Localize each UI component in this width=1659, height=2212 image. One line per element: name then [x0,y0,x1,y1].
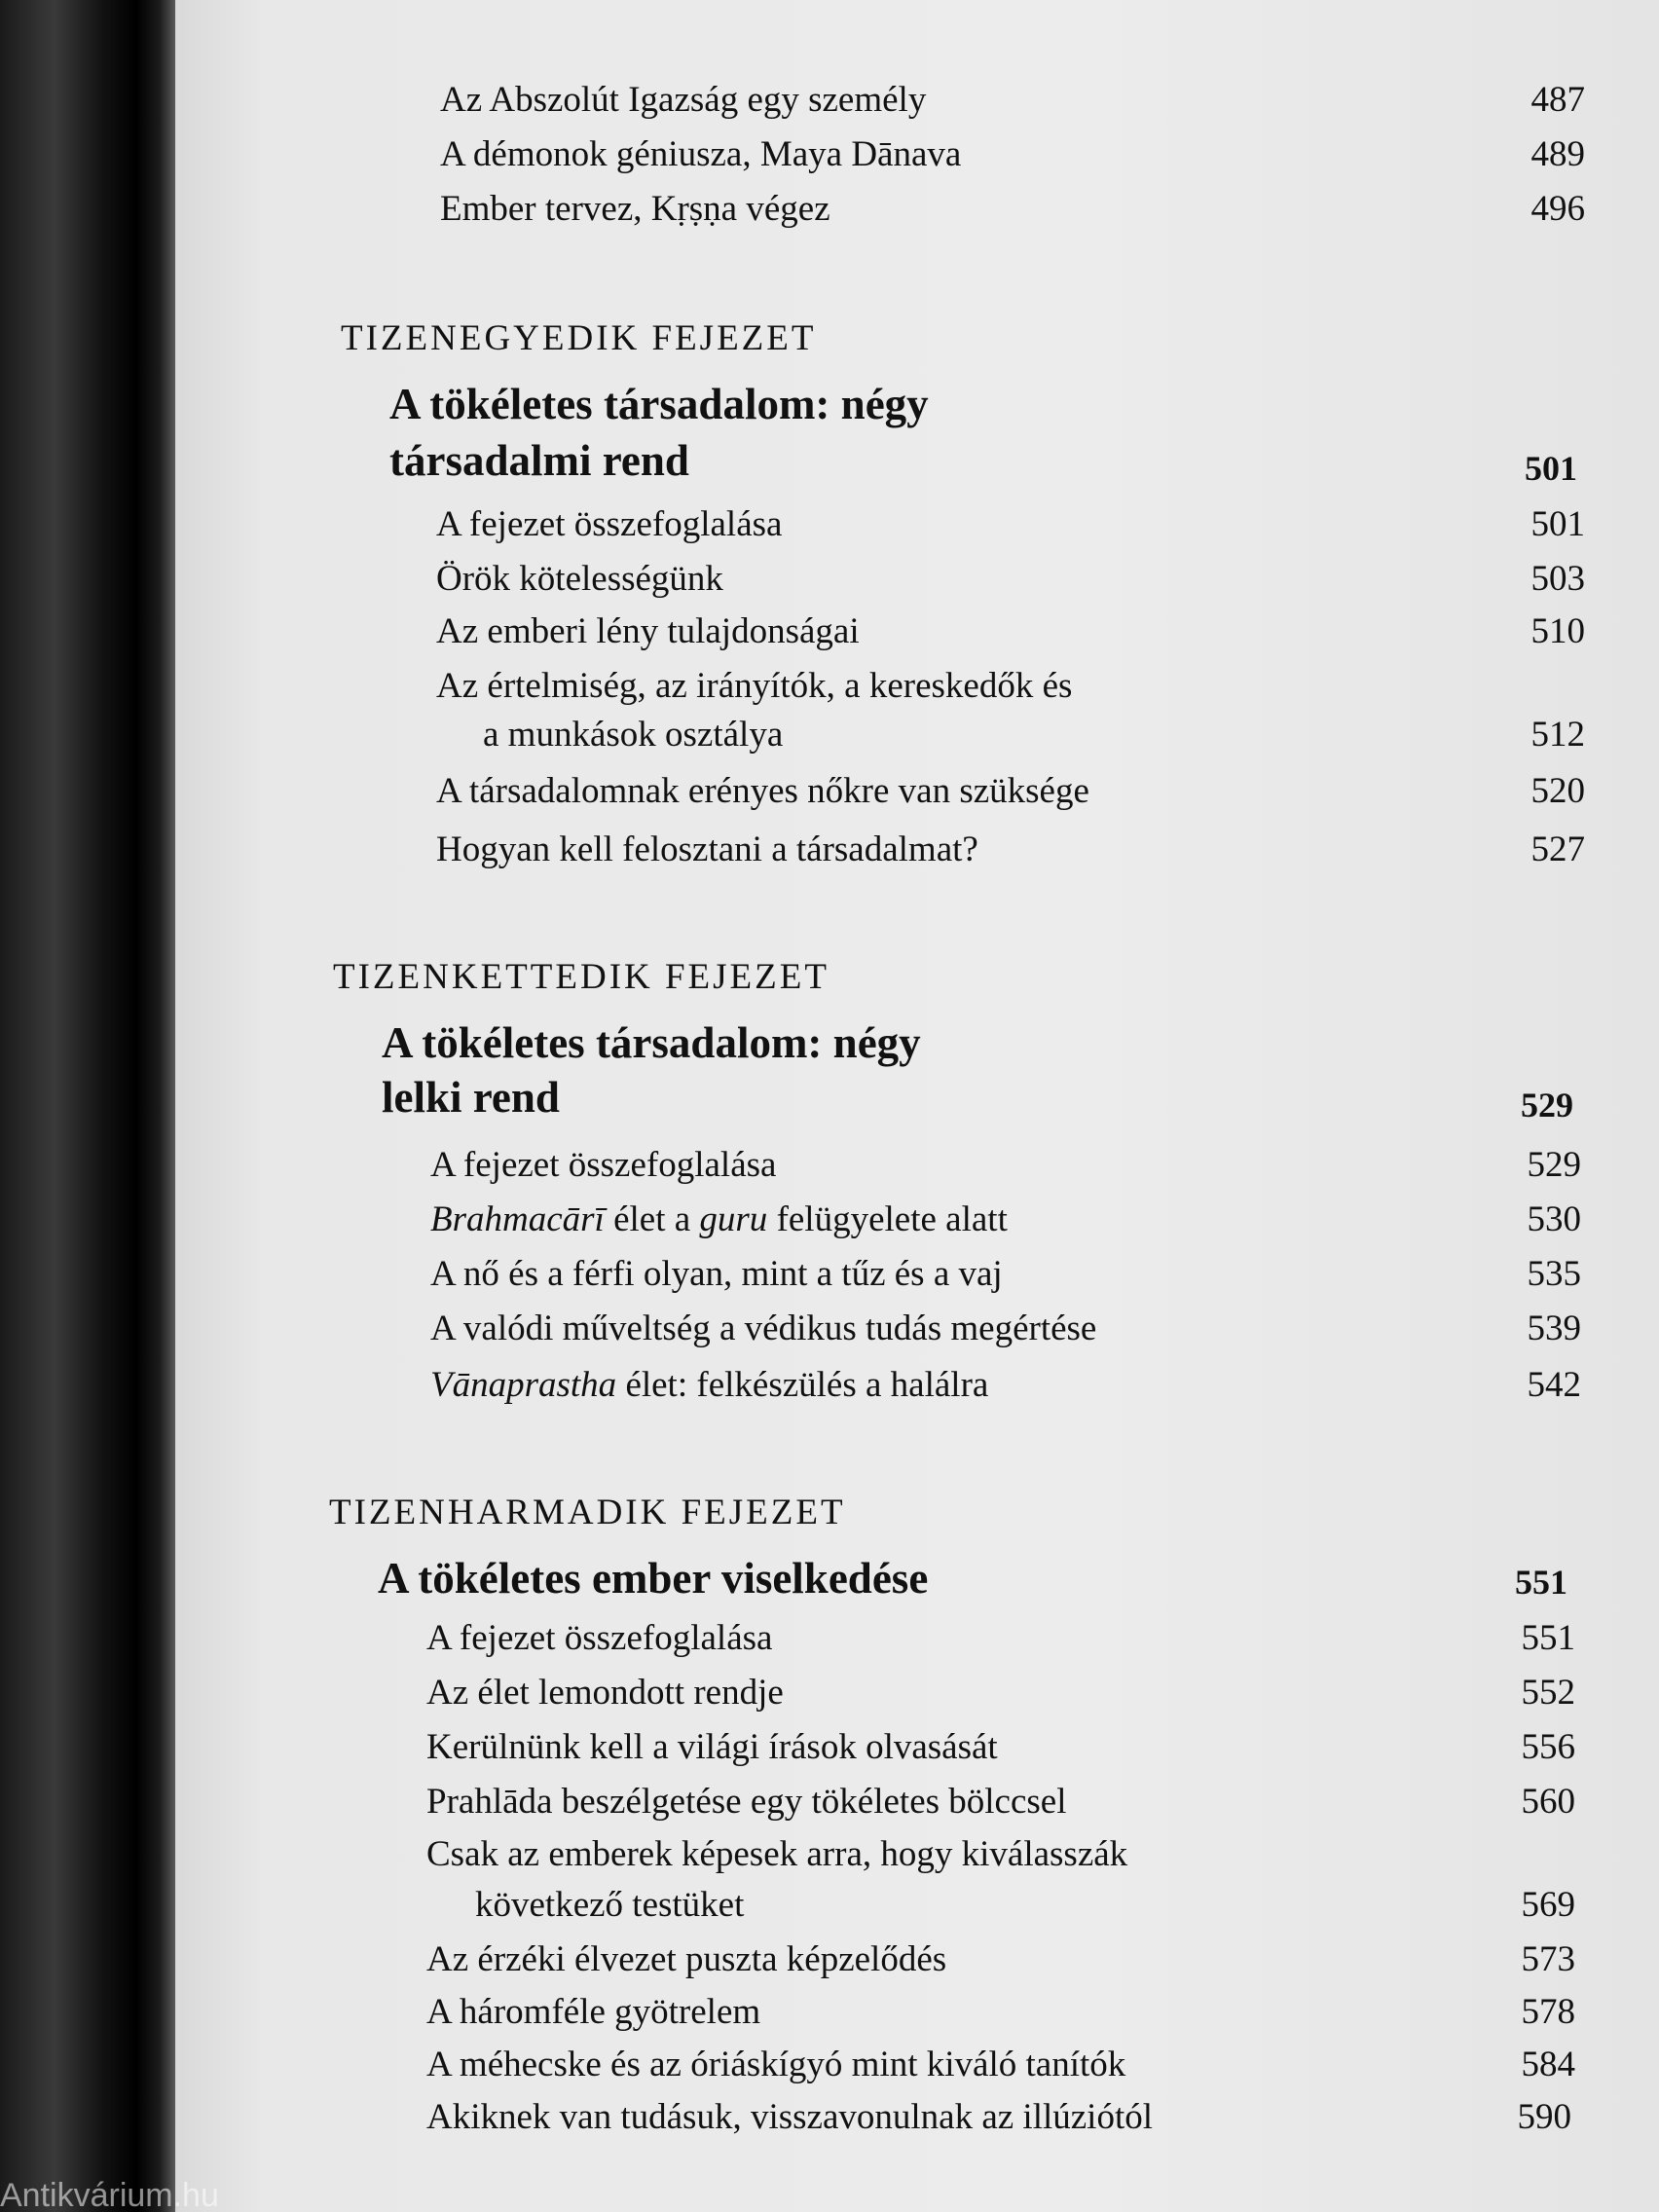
entry-page: 556 [1521,1727,1575,1767]
entry-page: 489 [1530,134,1585,174]
entry-page: 552 [1521,1673,1575,1713]
entry-page: 527 [1530,830,1585,869]
toc-entry [440,132,1585,177]
toc-entry [440,187,1585,232]
entry-page: 573 [1521,1939,1575,1979]
toc-entry-continuation [426,1883,1575,1928]
entry-title: Az élet lemondott rendje [426,1673,784,1713]
entry-page: 560 [1521,1782,1575,1822]
entry-title: A démonok géniusza, Maya Dānava [440,134,962,174]
entry-page: 535 [1527,1254,1581,1294]
toc-entry [430,1307,1581,1351]
entry-title-italic: Vānaprastha [430,1365,617,1405]
entry-page: 530 [1527,1199,1581,1239]
watermark-text: Antikvárium.hu [0,2177,219,2212]
chapter-title: lelki rend [382,1073,560,1122]
entry-title-part: élet a [604,1199,700,1239]
entry-title-italic: guru [699,1199,768,1239]
toc-entry [426,1937,1575,1982]
entry-page: 590 [1517,2097,1571,2137]
toc-entry [440,78,1585,123]
entry-title: A valódi műveltség a védikus tudás megértése [430,1309,1097,1348]
toc-entry [430,1252,1581,1297]
entry-title: A fejezet összefoglalása [436,504,783,544]
entry-page: 487 [1530,80,1585,120]
toc-entry [426,1832,1575,1877]
toc-entry [426,1616,1575,1661]
entry-page: 529 [1527,1145,1581,1185]
entry-page: 510 [1530,611,1585,651]
entry-title: a munkások osztálya [483,715,784,755]
entry-title: A társadalomnak erényes nőkre van szüksége [436,771,1089,811]
entry-title-italic: Brahmacārī [430,1199,605,1239]
toc-entry [430,1143,1581,1188]
entry-page: 496 [1530,189,1585,229]
toc-entry [436,557,1585,602]
entry-title: következő testüket [475,1885,745,1925]
toc-entry [436,502,1585,547]
chapter-title: A tökéletes társadalom: négy [382,1018,921,1067]
chapter-title: A tökéletes társadalom: négy [389,380,929,428]
chapter-title: A tökéletes ember viselkedése [378,1554,929,1603]
entry-page: 520 [1530,771,1585,811]
entry-title: Örök kötelességünk [436,559,723,599]
toc-entry [436,664,1585,709]
entry-title: A nő és a férfi olyan, mint a tűz és a vaj [430,1254,1003,1294]
entry-title: Kerülnünk kell a világi írások olvasását [426,1727,998,1767]
chapter-page: 529 [1521,1086,1573,1124]
entry-title: Az Abszolút Igazság egy személy [440,80,927,120]
entry-title: Az érzéki élvezet puszta képzelődés [426,1939,947,1979]
entry-title: Prahlāda beszélgetése egy tökéletes bölccsel [426,1782,1067,1822]
toc-entry [426,1725,1575,1770]
entry-page: 578 [1521,1992,1575,2032]
chapter-label: TIZENEGYEDIK FEJEZET [341,318,817,358]
entry-title: A fejezet összefoglalása [426,1618,773,1658]
toc-entry [430,1363,1581,1408]
entry-title: A fejezet összefoglalása [430,1145,777,1185]
entry-title: Az emberi lény tulajdonságai [436,611,860,651]
entry-page: 501 [1530,504,1585,544]
chapter-title: társadalmi rend [389,436,689,485]
entry-page: 551 [1521,1618,1575,1658]
chapter-label: TIZENHARMADIK FEJEZET [329,1493,846,1532]
entry-page: 539 [1527,1309,1581,1348]
entry-title: A méhecske és az óriáskígyó mint kiváló tanítók [426,2045,1126,2084]
toc-entry [436,609,1585,654]
entry-page: 503 [1530,559,1585,599]
entry-title: Csak az emberek képesek arra, hogy kiválasszák [426,1834,1128,1874]
toc-entry [436,769,1585,814]
toc-entry [426,2043,1575,2087]
entry-page: 542 [1527,1365,1581,1405]
toc-entry [430,1198,1581,1242]
toc-entry [426,1990,1575,2035]
toc-entry [426,2095,1571,2140]
toc-entry [426,1780,1575,1825]
entry-title-part: élet: felkészülés a halálra [616,1365,989,1405]
chapter-label: TIZENKETTEDIK FEJEZET [333,957,830,997]
entry-page: 512 [1530,715,1585,755]
entry-title [430,1363,988,1408]
chapter-page: 551 [1515,1563,1567,1602]
toc-entry [436,828,1585,872]
chapter-page: 501 [1525,449,1577,488]
entry-title: A háromféle gyötrelem [426,1992,761,2032]
entry-title [430,1198,1008,1242]
toc-entry [426,1671,1575,1715]
entry-page: 569 [1521,1885,1575,1925]
entry-page: 584 [1521,2045,1575,2084]
toc-entry-continuation [436,713,1585,757]
entry-title: Hogyan kell felosztani a társadalmat? [436,830,978,869]
entry-title: Az értelmiség, az irányítók, a kereskedők és [436,666,1073,706]
entry-title: Ember tervez, Kṛṣṇa végez [440,189,830,229]
entry-title-part: felügyelete alatt [767,1199,1008,1239]
entry-title: Akiknek van tudásuk, visszavonulnak az illúziótól [426,2097,1154,2137]
